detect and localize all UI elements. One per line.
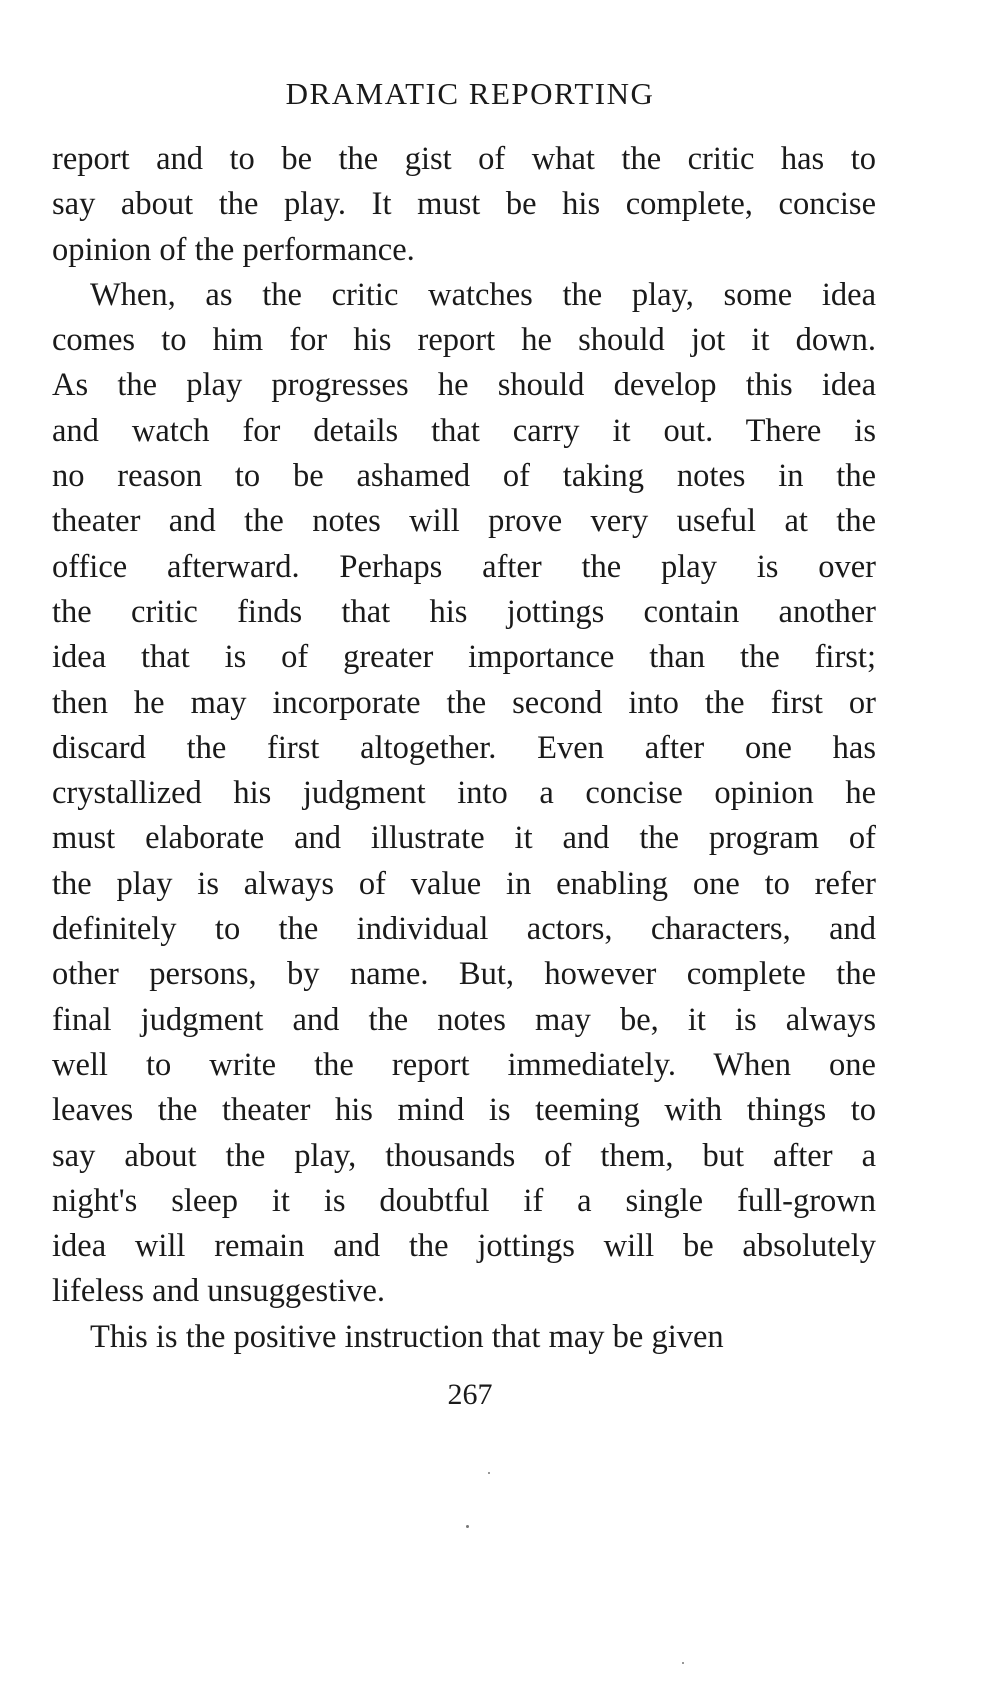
text-line: definitely to the individual actors, characters, and xyxy=(52,911,876,948)
paragraph xyxy=(52,137,876,273)
text-line: final judgment and the notes may be, it is always xyxy=(52,1001,876,1038)
paper-speck xyxy=(682,1662,684,1664)
paragraph xyxy=(52,273,876,1315)
page-number: 267 xyxy=(447,1378,493,1411)
text-line: say about the play. It must be his complete, concise xyxy=(52,186,876,223)
text-line: lifeless and unsuggestive. xyxy=(52,1273,386,1310)
text-line: leaves the theater his mind is teeming with things to xyxy=(52,1092,876,1129)
text-line: no reason to be ashamed of taking notes in the xyxy=(52,458,876,495)
paper-speck xyxy=(488,1472,490,1474)
text-line: As the play progresses he should develop this idea xyxy=(52,367,876,404)
text-line: then he may incorporate the second into the first or xyxy=(52,684,876,721)
body-text xyxy=(52,137,876,1360)
running-head: DRAMATIC REPORTING xyxy=(285,76,655,111)
text-line: office afterward. Perhaps after the play is over xyxy=(52,548,876,585)
text-line: opinion of the performance. xyxy=(52,231,415,268)
text-line: theater and the notes will prove very useful at the xyxy=(52,503,876,540)
text-line: This is the positive instruction that may be given xyxy=(90,1318,724,1355)
text-line: must elaborate and illustrate it and the program of xyxy=(52,820,876,857)
text-line: well to write the report immediately. When one xyxy=(52,1046,876,1083)
text-line: say about the play, thousands of them, but after a xyxy=(52,1137,876,1174)
text-line: the critic finds that his jottings contain another xyxy=(52,593,876,630)
text-line: discard the first altogether. Even after one has xyxy=(52,729,876,766)
text-line: the play is always of value in enabling one to refer xyxy=(52,865,876,902)
text-line: idea will remain and the jottings will be absolutely xyxy=(52,1228,876,1265)
text-line: When, as the critic watches the play, some idea xyxy=(90,276,876,313)
text-line: report and to be the gist of what the critic has to xyxy=(52,141,876,177)
text-line: comes to him for his report he should jot it down. xyxy=(52,322,876,359)
paper-speck xyxy=(466,1525,469,1528)
text-line: and watch for details that carry it out. There is xyxy=(52,412,876,449)
text-line: idea that is of greater importance than the first; xyxy=(52,639,876,676)
text-line: night's sleep it is doubtful if a single full-grown xyxy=(52,1182,876,1219)
text-line: crystallized his judgment into a concise opinion he xyxy=(52,775,876,812)
text-line: other persons, by name. But, however complete the xyxy=(52,956,876,993)
paragraph xyxy=(52,1315,876,1360)
